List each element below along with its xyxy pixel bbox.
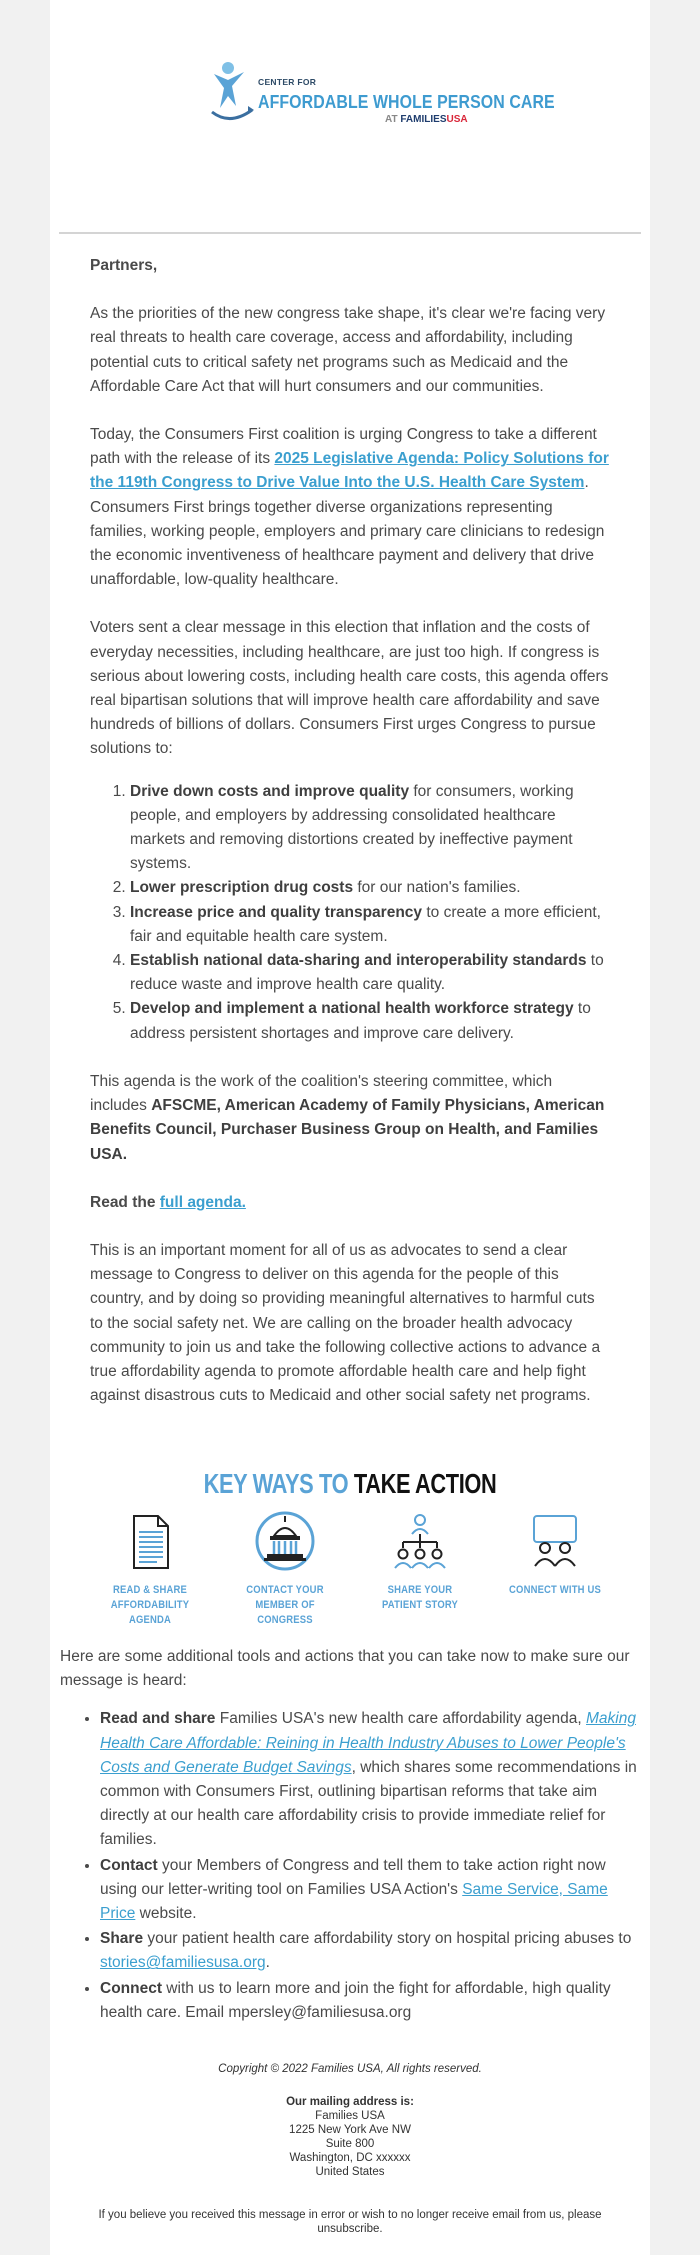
list-item [130,949,610,997]
contact-pre: your Members of Congress and tell them to take action right now using our letter-writing tool on Families USA Action's [100,1856,606,1898]
address-line: 1225 New York Ave NW [289,2124,411,2136]
logo-brand-usa: USA [446,114,468,125]
steering-pre: This agenda is the work of the coalition's steering committee, which includes [90,1072,553,1115]
read-share-label-line1: READ & SHARE [112,1584,188,1596]
chat-people-icon [524,1510,586,1572]
share-label-line2: PATIENT STORY [381,1599,459,1611]
share-post: . [265,1954,270,1972]
share-pre: your patient health care affordability story on hospital pricing abuses to [143,1930,632,1948]
read-share-label [94,1583,206,1628]
address-line: Families USA [315,2110,385,2122]
connect-rest: with us to learn more and join the fight for affordable, high quality health care. Email mpersley@familiesusa.org [100,1979,611,2021]
connect-label-line1: CONNECT WITH US [509,1584,601,1596]
solution-text: for consumers, working people, and employers by addressing consolidated healthcare markets and removing distortions created by ineffective payment systems. [130,782,574,873]
paragraph-threats: As the priorities of the new congress take shape, it's clear we're facing very real threats to health care coverage, access and affordability, including potential cuts to critical safety net programs such as Medicaid and the Affordable Care Act that will hurt consumers and our communities. [90,305,606,395]
connect-bold: Connect [100,1979,162,1997]
full-agenda-link[interactable]: full agenda. [159,1193,246,1211]
share-label-line1: SHARE YOUR [387,1584,453,1596]
logo-at-families-usa [385,114,468,125]
list-item [100,1977,640,2025]
paragraph-agenda [90,423,610,592]
tools-list [100,1707,640,2025]
connect-action[interactable] [490,1510,620,1598]
read-share-bold: Read and share [100,1710,216,1728]
read-share-pre: Families USA's new health care affordability agenda, [215,1710,586,1728]
paragraph-agenda-post: . Consumers First brings together diverse organizations representing families, working people, employers and primary care clinicians to redesign the economic inventiveness of healthcare payment and delivery that drive unaffordable, low-quality healthcare. [90,474,605,589]
list-item [100,1854,640,1927]
unsubscribe-notice[interactable]: If you believe you received this message in error or wish to no longer receive email from us, please unsubscribe. [98,2209,602,2235]
additional-tools [60,1645,640,2026]
logo-at-text: AT [385,114,398,125]
address-line: Suite 800 [325,2138,375,2150]
share-bold: Share [100,1930,144,1948]
read-full-agenda [90,1191,610,1215]
contact-bold: Contact [100,1856,158,1874]
contact-label-line1: CONTACT YOUR [246,1584,324,1596]
logo-center-for: CENTER FOR [258,77,317,87]
connect-label [499,1583,611,1598]
key-ways-title-black: TAKE ACTION [353,1468,497,1499]
paragraph-voters: Voters sent a clear message in this election that inflation and the costs of everyday necessities, including healthcare, are just too high. If congress is serious about lowering costs, including health care costs, this agenda offers real bipartisan solutions that will improve health care affordability and save hundreds of billions of dollars. Consumers First urges Congress to pursue solutions to: [90,619,609,758]
list-item [130,780,610,877]
list-item [130,876,610,900]
solution-text: for our nation's families. [353,879,521,897]
header-divider [59,232,641,234]
address-line: Washington, DC xxxxxx [289,2152,411,2164]
key-ways-title-blue: KEY WAYS TO [203,1468,349,1499]
list-item [130,997,610,1045]
letter-body [90,254,610,1432]
solutions-list [130,780,610,1046]
greeting: Partners, [90,257,158,274]
paragraph-agenda-pre: Today, the Consumers First coalition is urging Congress to take a different path with the release of its [90,426,597,468]
key-ways-title [116,1468,584,1500]
tools-intro: Here are some additional tools and actions that you can take now to make sure our message is heard: [60,1648,630,1690]
key-ways-icons [50,1510,650,1630]
mailing-address [50,2095,650,2179]
share-story-label [364,1583,476,1613]
legislative-agenda-link[interactable]: 2025 Legislative Agenda: Policy Solutions for the 119th Congress to Drive Value Into the U.S. Health Care System [90,450,609,492]
solution-text: to address persistent shortages and improve care delivery. [130,1000,591,1042]
solution-bold: Establish national data-sharing and interoperability standards [130,952,587,970]
read-share-label-line2: AFFORDABILITY AGENDA [110,1599,190,1626]
paragraph-important-moment: This is an important moment for all of us as advocates to send a clear message to Congress to deliver on this agenda for the people of this country, and by doing so providing meaningful alternatives to harmful cuts to the social safety net. We are calling on the broader health advocacy community to join us and take the following collective actions to advance a true affordability agenda to promote affordable health care and help fight against disastrous cuts to Medicaid and other social safety net programs. [90,1241,601,1405]
address-line: United States [315,2166,385,2178]
email-footer [50,2062,650,2236]
contact-congress-action[interactable] [220,1510,350,1628]
solution-bold: Drive down costs and improve quality [130,782,410,800]
read-share-post: , which shares some recommendations in common with Consumers First, outlining bipartisan reforms that take aim directly at our health care affordability crisis to provide immediate relief for families. [100,1758,637,1849]
solution-bold: Increase price and quality transparency [130,903,423,921]
list-item [130,901,610,949]
same-service-same-price-link[interactable]: Same Service, Same Price [100,1880,608,1923]
solution-bold: Lower prescription drug costs [130,879,354,897]
read-pre: Read the [90,1193,160,1211]
person-figure-icon [208,60,258,136]
solution-text: to reduce waste and improve health care quality. [130,952,604,994]
paragraph-steering-committee [90,1070,610,1167]
email-page [50,0,650,2255]
contact-congress-label [229,1583,341,1628]
share-story-action[interactable] [355,1510,485,1613]
read-share-action[interactable] [85,1510,215,1628]
logo-brand: FAMILIES [400,114,447,125]
contact-label-line2: MEMBER OF CONGRESS [255,1599,315,1626]
email-header [50,0,650,232]
solution-bold: Develop and implement a national health workforce strategy [130,1000,574,1018]
steering-members: AFSCME, American Academy of Family Physicians, American Benefits Council, Purchaser Business Group on Health, and Families USA. [90,1097,605,1163]
contact-post: website. [135,1905,197,1923]
list-item [100,1927,640,1975]
logo-title: AFFORDABLE WHOLE PERSON CARE [258,91,555,112]
affordability-agenda-link[interactable]: Making Health Care Affordable: Reining in Health Industry Abuses to Lower People's Costs and Generate Budget Savings [100,1710,636,1776]
document-icon [122,1510,178,1572]
center-logo[interactable] [208,60,555,136]
list-item [100,1707,640,1852]
stories-email-link[interactable]: stories@familiesusa.org [100,1954,266,1972]
solution-text: to create a more efficient, fair and equitable health care system. [130,903,601,945]
capitol-icon [254,1510,316,1572]
mailing-label: Our mailing address is: [286,2096,414,2108]
network-icon [389,1510,451,1572]
copyright: Copyright © 2022 Families USA, All rights reserved. [218,2063,482,2075]
